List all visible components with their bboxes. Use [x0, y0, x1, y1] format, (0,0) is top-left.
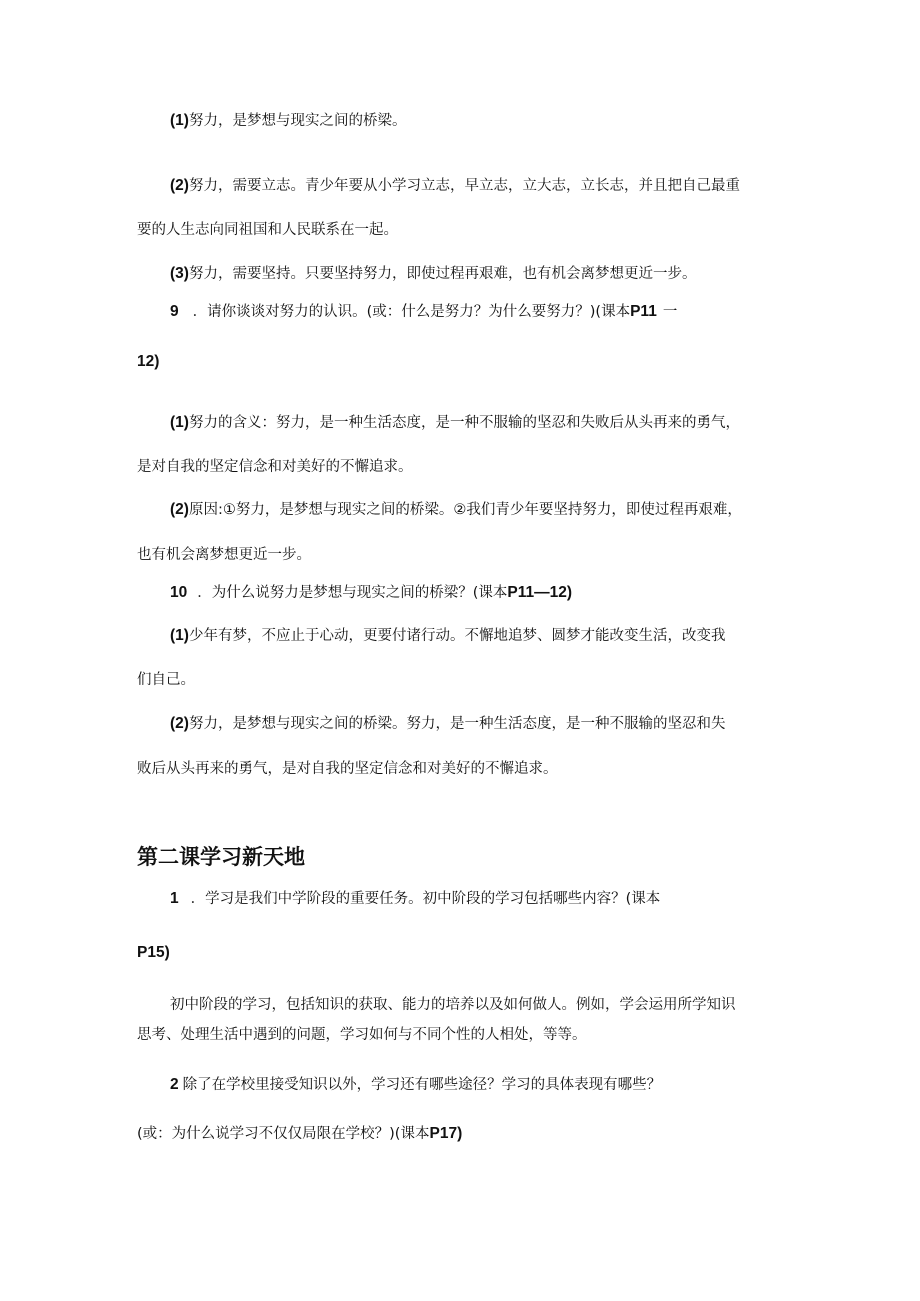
text-line: [137, 759, 558, 779]
line-text: 努力，是梦想与现实之间的桥梁。: [188, 113, 407, 129]
text-line: [170, 176, 740, 196]
line-text: 除了在学校里接受知识以外，学习还有哪些途径？学习的具体表现有哪些？: [182, 1077, 662, 1093]
text-line: [170, 111, 406, 131]
text-line: [170, 714, 725, 734]
line-text: ．为什么说努力是梦想与现实之间的桥梁？(课本: [197, 585, 508, 601]
item-number: (3): [170, 265, 189, 282]
item-number: 1: [170, 890, 179, 907]
text-line: [170, 626, 725, 646]
line-text: ．学习是我们中学阶段的重要任务。初中阶段的学习包括哪些内容？(课本: [190, 891, 661, 907]
text-line: [170, 413, 740, 433]
line-text: 一: [662, 304, 678, 320]
section-heading: 第二课学习新天地: [137, 845, 305, 869]
line-text: 努力的含义：努力，是一种生活态度，是一种不服输的坚忍和失败后从头再来的勇气，: [188, 415, 740, 431]
page-ref: P17): [429, 1125, 463, 1142]
question-line: [170, 302, 677, 322]
item-number: (2): [170, 177, 189, 194]
line-text: 思考、处理生活中遇到的问题，学习如何与不同个性的人相处，等等。: [137, 1027, 587, 1043]
text-line: [137, 943, 170, 963]
text-line: [137, 1124, 462, 1144]
line-text: 是对自我的坚定信念和对美好的不懈追求。: [137, 459, 413, 475]
text-line: [137, 220, 398, 240]
line-text: 初中阶段的学习，包括知识的获取、能力的培养以及如何做人。例如，学会运用所学知识: [170, 997, 736, 1013]
page-ref: P15): [137, 944, 170, 961]
page-ref: P11: [630, 303, 657, 320]
item-number: 9: [170, 303, 179, 320]
line-text: 原因:①努力，是梦想与现实之间的桥梁。②我们青少年要坚持努力，即使过程再艰难，: [188, 502, 742, 518]
text-line: [137, 457, 413, 477]
text-line: [137, 545, 311, 565]
item-number: 10: [170, 584, 188, 601]
text-line: [137, 352, 159, 372]
line-text: 败后从头再来的勇气，是对自我的坚定信念和对美好的不懈追求。: [137, 761, 558, 777]
line-text: 少年有梦，不应止于心动，更要付诸行动。不懈地追梦、圆梦才能改变生活，改变我: [188, 628, 726, 644]
line-text: 也有机会离梦想更近一步。: [137, 547, 311, 563]
line-text: 们自己。: [137, 672, 195, 688]
line-text: (或：为什么说学习不仅仅局限在学校？)(课本: [137, 1126, 430, 1142]
text-line: [170, 995, 736, 1015]
question-line: [170, 889, 660, 909]
line-text: 努力，是梦想与现实之间的桥梁。努力，是一种生活态度，是一种不服输的坚忍和失: [188, 716, 726, 732]
page-ref: 12): [137, 353, 160, 370]
item-number: (1): [170, 627, 189, 644]
question-line: [170, 1075, 661, 1095]
item-number: (2): [170, 501, 189, 518]
item-number: (2): [170, 715, 189, 732]
line-text: 努力，需要立志。青少年要从小学习立志，早立志，立大志，立长志，并且把自己最重: [188, 178, 740, 194]
text-line: [137, 1025, 587, 1045]
item-number: (1): [170, 414, 189, 431]
line-text: 努力，需要坚持。只要坚持努力，即使过程再艰难，也有机会离梦想更近一步。: [188, 266, 697, 282]
text-line: [170, 500, 742, 520]
text-line: [170, 264, 696, 284]
page-ref: P11—12): [507, 584, 573, 601]
text-line: [137, 670, 195, 690]
item-number: (1): [170, 112, 189, 129]
line-text: ．请你谈谈对努力的认识。(或：什么是努力？为什么要努力？)(课本: [192, 304, 631, 320]
question-line: [170, 583, 572, 603]
line-text: 要的人生志向同祖国和人民联系在一起。: [137, 222, 398, 238]
item-number: 2: [170, 1076, 179, 1093]
